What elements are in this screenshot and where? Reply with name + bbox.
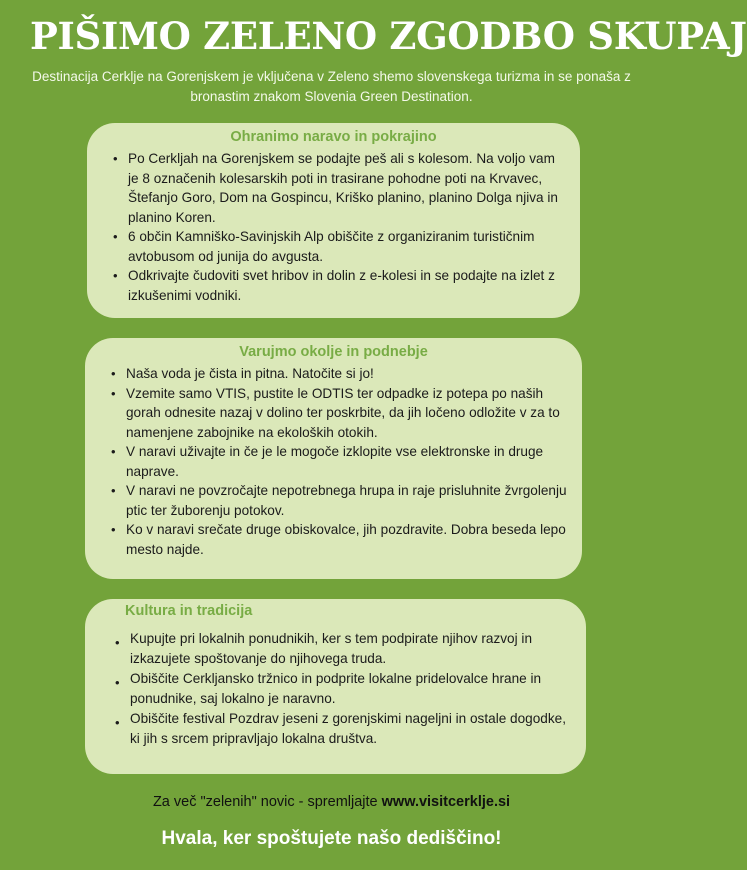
list-item: • 6 občin Kamniško-Savinjskih Alp obiščite z organiziranim turističnim avtobusom od junija do avgusta. <box>113 229 535 264</box>
section-card-culture <box>85 599 586 774</box>
bullet-icon: • <box>115 715 120 730</box>
list-item: • Obiščite festival Pozdrav jeseni z gorenjskimi nageljni in ostale dogodke, ki jih s srcem pripravljajo lokalna društva. <box>115 711 566 746</box>
bullet-icon: • <box>113 151 118 166</box>
bullet-list <box>113 629 579 749</box>
list-item: • Obiščite Cerkljansko tržnico in podprite lokalne pridelovalce hrane in ponudnike, saj lokalno je naravno. <box>115 671 542 706</box>
section-heading: Ohranimo naravo in pokrajino <box>230 129 437 145</box>
list-item: • Vzemite samo VTIS, pustite le ODTIS ter odpadke iz potepa po naših gorah odnesite nazaj v dolino ter poskrbite, da jih ločeno odložite v za to namenjene zabojnike na ekoloških otokih. <box>111 385 560 440</box>
list-item: • Naša voda je čista in pitna. Natočite si jo! <box>109 364 571 384</box>
list-item: • Odkrivajte čudoviti svet hribov in dolin z e-kolesi in se podajte na izlet z izkušenimi vodniki. <box>113 268 555 303</box>
bullet-icon: • <box>111 483 116 498</box>
section-card-environment <box>85 338 582 579</box>
list-item: • Kupujte pri lokalnih ponudnikih, ker s tem podpirate njihov razvoj in izkazujete spoštovanje do njihovega truda. <box>115 631 532 666</box>
bullet-icon: • <box>115 635 120 650</box>
footer-text: Za več "zelenih" novic - spremljajte <box>152 794 378 810</box>
bullet-icon: • <box>111 366 116 381</box>
section-card-nature <box>87 123 580 318</box>
bullet-icon: • <box>113 268 118 283</box>
page-title: PIŠIMO ZELENO ZGODBO SKUPAJ <box>30 14 747 58</box>
thank-you-message: Hvala, ker spoštujete našo dediščino! <box>161 828 502 849</box>
bullet-icon: • <box>115 675 120 690</box>
bullet-icon: • <box>111 522 116 537</box>
list-item: • V naravi uživajte in če je le mogoče izklopite vse elektronske in druge naprave. <box>111 444 544 479</box>
website-link[interactable]: www.visitcerklje.si <box>381 794 511 810</box>
bullet-icon: • <box>111 444 116 459</box>
bullet-list <box>109 364 571 559</box>
list-item: • V naravi ne povzročajte nepotrebnega hrupa in raje prisluhnite žvrgolenju ptic ter žuborenju potokov. <box>111 483 567 518</box>
bullet-icon: • <box>113 229 118 244</box>
bullet-icon: • <box>111 385 116 401</box>
list-item: • Ko v naravi srečate druge obiskovalce, jih pozdravite. Dobra beseda lepo mesto najde. <box>111 522 566 557</box>
bullet-list <box>111 149 566 305</box>
footer-note <box>0 793 663 811</box>
list-item: • Po Cerkljah na Gorenjskem se podajte peš ali s kolesom. Na voljo vam je 8 označenih kolesarskih poti in trasirane pohodne poti na Krvavec, Štefanjo Goro, Dom na Gospincu, Kriško planino, planino Dolga njiva in planino Koren. <box>113 151 558 225</box>
section-heading: Kultura in tradicija <box>125 603 253 619</box>
intro-text: Destinacija Cerklje na Gorenjskem je vključena v Zeleno shemo slovenskega turizma in se ponaša z bronastim znakom Slovenia Green Destination. <box>32 69 631 104</box>
section-heading: Varujmo okolje in podnebje <box>239 344 428 360</box>
